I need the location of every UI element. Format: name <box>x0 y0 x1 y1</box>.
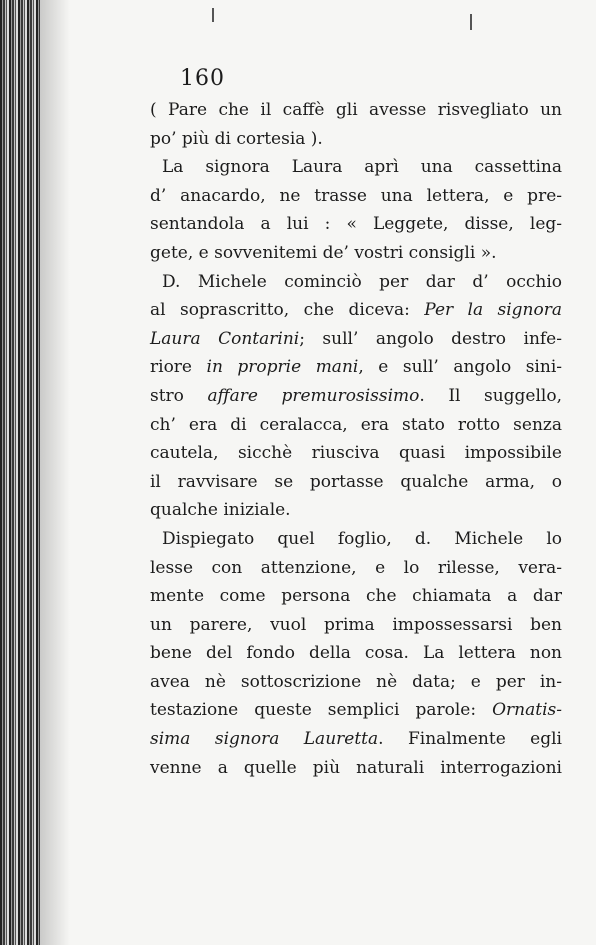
text-line <box>150 239 562 268</box>
text-segment: . Il suggello, <box>419 385 563 406</box>
text-line <box>150 696 562 725</box>
text-segment: lesse con attenzione, e lo rilesse, vera- <box>150 557 562 578</box>
italic-text: sima signora Lauretta <box>150 729 379 750</box>
text-line <box>150 411 562 440</box>
text-segment: cautela, sicchè riusciva quasi impossibile <box>150 443 562 464</box>
body-text <box>150 96 562 782</box>
text-segment: qualche iniziale. <box>150 500 291 521</box>
text-line <box>150 353 562 382</box>
italic-text: in proprie mani <box>206 357 359 378</box>
text-segment: al soprascritto, che diceva: <box>150 300 425 321</box>
text-line <box>150 439 562 468</box>
text-line <box>150 554 562 583</box>
text-line <box>150 182 562 211</box>
text-segment: D. Michele cominciò per dar d’ occhio <box>162 271 562 292</box>
text-segment: venne a quelle più naturali interrogazioni <box>150 757 562 778</box>
text-segment: Dispiegato quel foglio, d. Michele lo <box>162 528 562 549</box>
text-segment: il ravvisare se portasse qualche arma, o <box>150 471 562 492</box>
text-line <box>150 582 562 611</box>
text-line <box>150 325 562 354</box>
text-segment: un parere, vuol prima impossessarsi ben <box>150 614 562 635</box>
book-binding-edge <box>0 0 40 945</box>
italic-text: affare premurosissimo <box>207 385 420 406</box>
italic-text: Per la signora <box>424 300 562 321</box>
text-line <box>150 296 562 325</box>
text-line <box>150 611 562 640</box>
print-mark <box>212 8 214 22</box>
text-line <box>150 496 562 525</box>
text-segment: d’ anacardo, ne trasse una lettera, e pre- <box>150 185 562 206</box>
text-line <box>150 754 562 783</box>
text-line <box>150 639 562 668</box>
text-segment: po’ più di cortesia ). <box>150 128 323 149</box>
text-segment: riore <box>150 357 207 378</box>
text-line <box>150 525 562 554</box>
text-segment: ch’ era di ceralacca, era stato rotto senza <box>150 414 562 435</box>
binding-shadow <box>40 0 70 945</box>
text-line <box>150 468 562 497</box>
text-segment: La signora Laura aprì una cassettina <box>162 157 562 178</box>
text-line <box>150 96 562 125</box>
text-line <box>150 725 562 754</box>
text-segment: ; sull’ angolo destro infe- <box>299 328 562 349</box>
text-segment: stro <box>150 385 208 406</box>
text-line <box>150 382 562 411</box>
text-segment: . Finalmente egli <box>378 729 562 750</box>
italic-text: Laura Contarini <box>150 328 300 349</box>
page-number: 160 <box>180 66 225 91</box>
text-line <box>150 268 562 297</box>
text-segment: bene del fondo della cosa. La lettera non <box>150 643 562 664</box>
text-segment: , e sull’ angolo sini- <box>358 357 563 378</box>
text-segment: mente come persona che chiamata a dar <box>150 586 562 607</box>
text-segment: avea nè sottoscrizione nè data; e per in- <box>150 671 562 692</box>
text-segment: sentandola a lui : « Leggete, disse, leg- <box>150 214 562 235</box>
text-segment: gete, e sovvenitemi de’ vostri consigli ». <box>150 242 497 263</box>
text-segment: testazione queste semplici parole: <box>150 700 493 721</box>
text-line <box>150 668 562 697</box>
text-segment: ( Pare che il caffè gli avesse risvegliato un <box>150 100 562 120</box>
italic-text: Ornatis- <box>492 700 562 721</box>
text-line <box>150 153 562 182</box>
print-mark <box>470 14 472 30</box>
text-line <box>150 210 562 239</box>
text-line <box>150 125 562 154</box>
